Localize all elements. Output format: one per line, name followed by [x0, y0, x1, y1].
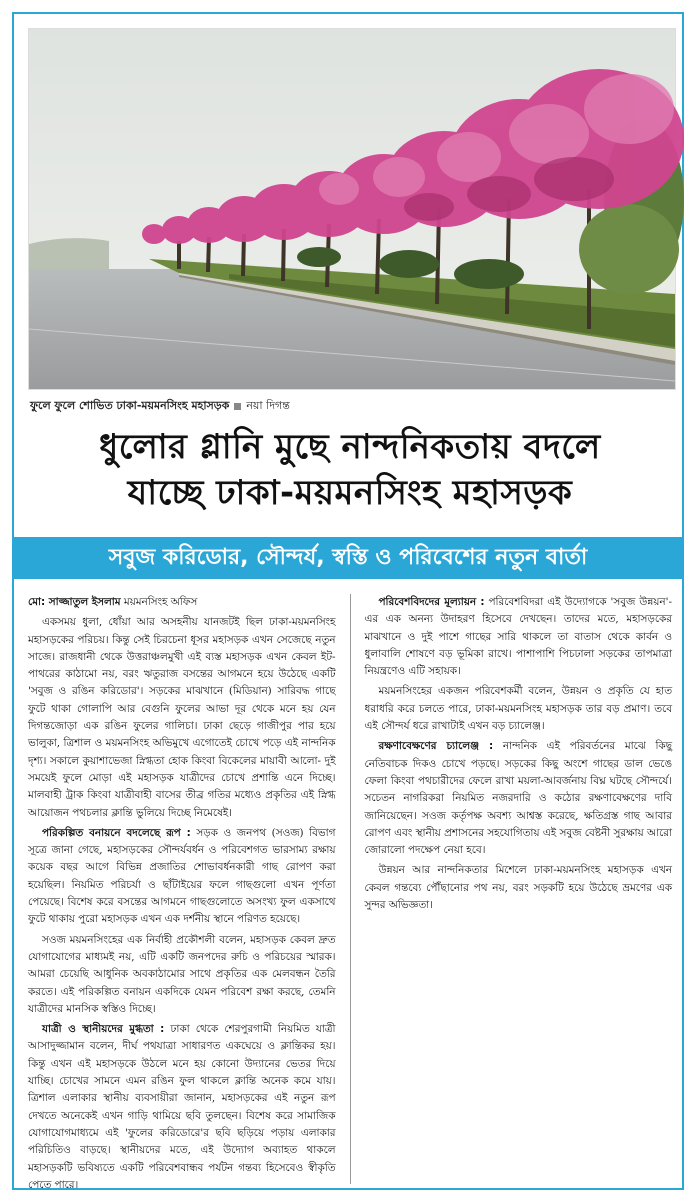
article-column-2	[365, 594, 673, 1184]
headline-line-1: ধুলোর গ্লানি মুছে নান্দনিকতায় বদলে	[99, 427, 601, 467]
article-column-1	[28, 594, 336, 1191]
byline-author: মো: সাজ্জাতুল ইসলাম	[28, 596, 121, 608]
paragraph	[365, 594, 673, 680]
road-photo	[28, 28, 676, 390]
flowering-highway-image	[29, 29, 675, 389]
paragraph	[28, 825, 336, 929]
article-body	[28, 594, 673, 1191]
subheadline: সবুজ করিডোর, সৌন্দর্য, স্বস্তি ও পরিবেশের নতুন বার্তা	[108, 545, 588, 570]
paragraph: ময়মনসিংহের একজন পরিবেশকর্মী বলেন, উন্নয়ন ও প্রকৃতি যে হাত ধরাধরি করে চলতে পারে, ঢাকা-ময়মনসিংহ মহাসড়ক তার বড় প্রমাণ। তবে এই সৌন্দর্য ধরে রাখাটাই এখন বড় চ্যালেঞ্জ।	[364, 685, 672, 733]
paragraph-text: সড়ক ও জনপথ (সওজ) বিভাগ সূত্রে জানা গেছে, মহাসড়কের সৌন্দর্যবর্ধন ও পরিবেশগত ভারসাম্য রক্ষায় কয়েক বছর আগে বিভিন্ন প্রজাতির শোভাবর্ধনকারী গাছ রোপণ করা হয়েছিল। নিয়মিত পরিচর্যা ও ছাঁটাইয়ের ফলে গাছগুলো এখন পূর্ণতা পেয়েছে। বিশেষ করে বসন্তের আগমনে গাছগুলোতে অসংখ্য ফুল একসাথে ফুটে থাকায় পুরো মহাসড়ক এখন এক দর্শনীয় স্থানে পরিণত হয়েছে।	[28, 826, 336, 926]
headline	[24, 424, 676, 516]
section-lead: পরিকল্পিত বনায়নে বদলেছে রূপ :	[42, 826, 191, 839]
headline-line-2: যাচ্ছে ঢাকা-ময়মনসিংহ মহাসড়ক	[127, 473, 573, 513]
news-clipping	[12, 12, 684, 1190]
paragraph	[365, 738, 673, 859]
paragraph: একসময় ধুলা, ধোঁয়া আর অসহনীয় যানজটই ছিল ঢাকা-ময়মনসিংহ মহাসড়কের পরিচয়। কিন্তু সেই চিরচেনা ধূসর মহাসড়ক এখন সেজেছে নতুন সাজে। রাজধানী থেকে উত্তরাঞ্চলমুখী এই ব্যস্ত মহাসড়ক এখন কেবল ইট-পাথরের কাঠামো নয়, বরং ঋতুরাজ বসন্তের আগমনে হয়ে উঠেছে একটি 'সবুজ ও রঙিন করিডোর'। সড়কের মাঝখানে (মিডিয়ান) সারিবদ্ধ গাছে ফুটে থাকা গোলাপি আর বেগুনি ফুলের আভা দূর থেকে মনে হয় যেন দিগন্তজোড়া এক রঙিন ফুলের গালিচা। ঢাকা ছেড়ে গাজীপুর পার হয়ে ভালুকা, ত্রিশাল ও ময়মনসিংহ অভিমুখে এগোতেই চোখে পড়ে এই নান্দনিক দৃশ্য। সকালে কুয়াশাভেজা স্নিগ্ধতা হোক কিংবা বিকেলের মায়াবী আলো- দুই সময়েই ফুলে মোড়া এই মহাসড়ক যাত্রীদের চোখে প্রশান্তি এনে দিচ্ছে। মালবাহী ট্রাক কিংবা যাত্রীবাহী বাসের তীব্র গতির মধ্যেও প্রকৃতির এই স্নিগ্ধ আয়োজন পথচলার ক্লান্তি ভুলিয়ে দিচ্ছে নিমেষেই।	[28, 616, 336, 819]
column-divider	[350, 594, 351, 1184]
paragraph	[28, 1021, 336, 1194]
subheadline-bar	[14, 537, 682, 579]
paragraph-text: পরিবেশবিদরা এই উদ্যোগকে 'সবুজ উন্নয়ন'-এর এক অনন্য উদাহরণ হিসেবে দেখছেন। তাদের মতে, মহাসড়কের মাঝখানে ও দুই পাশে গাছের সারি থাকলে তা বাতাস থেকে কার্বন ও ধুলাবালি শোষণে বড় ভূমিকা রাখে। পাশাপাশি পিচঢালা সড়কের তাপমাত্রা নিয়ন্ত্রণেও এটি সহায়ক।	[364, 596, 673, 678]
paragraph-text: নান্দনিক এই পরিবর্তনের মাঝে কিছু নেতিবাচক দিকও চোখে পড়ছে। সড়কের কিছু অংশে গাছের ডাল ভেঙে ফেলা কিংবা পথচারীদের ফেলে রাখা ময়লা-আবর্জনায় বিঘ্ন ঘটছে সৌন্দর্যে। সচেতন নাগরিকরা নিয়মিত নজরদারি ও কঠোর রক্ষণাবেক্ষণের দাবি জানিয়েছেন। সওজ কর্তৃপক্ষ অবশ্য আশ্বস্ত করেছে, ক্ষতিগ্রস্ত গাছ আবার রোপণ এবং স্থানীয় প্রশাসনের সহযোগিতায় এই সবুজ বেষ্টনী সুরক্ষায় আরো জোরালো পদক্ষেপ নেয়া হবে।	[364, 740, 672, 857]
paragraph: সওজ ময়মনসিংহের এক নির্বাহী প্রকৌশলী বলেন, মহাসড়ক কেবল দ্রুত যোগাযোগের মাধ্যমই নয়, এটি একটি জনপদের রুচি ও পরিচয়ের স্মারক। আমরা চেয়েছি আধুনিক অবকাঠামোর সাথে প্রকৃতির এক মেলবন্ধন তৈরি করতে। এই পরিকল্পিত বনায়ন একদিকে যেমন পরিবেশ রক্ষা করছে, তেমনি যাত্রীদের মানসিক স্বস্তিও দিচ্ছে।	[28, 933, 336, 1015]
section-lead: যাত্রী ও স্থানীয়দের মুগ্ধতা :	[42, 1023, 165, 1036]
caption-credit: নয়া দিগন্ত	[246, 399, 290, 412]
caption-title: ফুলে ফুলে শোভিত ঢাকা-ময়মনসিংহ মহাসড়ক	[30, 399, 230, 412]
paragraph: উন্নয়ন আর নান্দনিকতার মিশেলে ঢাকা-ময়মনসিংহ মহাসড়ক এখন কেবল গন্তব্যে পৌঁছানোর পথ নয়, বরং সড়কটি হয়ে উঠেছে ভ্রমণের এক সুন্দর অভিজ্ঞতা।	[364, 864, 672, 912]
section-lead: রক্ষণাবেক্ষণের চ্যালেঞ্জ :	[378, 740, 494, 753]
caption-separator	[234, 403, 241, 410]
byline-office: ময়মনসিংহ অফিস	[123, 596, 198, 608]
photo-caption	[30, 397, 670, 416]
section-lead: পরিবেশবিদদের মূল্যায়ন :	[378, 596, 485, 608]
paragraph	[28, 594, 336, 611]
paragraph-text: ঢাকা থেকে শেরপুরগামী নিয়মিত যাত্রী আসাদুজ্জামান বলেন, দীর্ঘ পথযাত্রা সাধারণত একঘেয়ে ও ক্লান্তিকর হয়। কিন্তু এখন এই মহাসড়কে উঠলে মনে হয় কোনো উদ্যানের ভেতর দিয়ে যাচ্ছি। চোখের সামনে এমন রঙিন ফুল থাকলে ক্লান্তি অনেক কমে যায়। ত্রিশাল এলাকার স্থানীয় ব্যবসায়ীরা জানান, মহাসড়কের এই নতুন রূপ দেখতে অনেকেই এখন গাড়ি থামিয়ে ছবি তুলছেন। বিশেষ করে সামাজিক যোগাযোগমাধ্যমে এই 'ফুলের করিডোরে'র ছবি ছড়িয়ে পড়ায় এলাকার পরিচিতিও বাড়ছে। স্থানীয়দের মতে, এই উদ্যোগ অব্যাহত থাকলে মহাসড়কটি ভবিষ্যতে একটি পরিবেশবান্ধব পর্যটন গন্তব্য হিসেবেও স্বীকৃতি পেতে পারে।	[28, 1023, 336, 1191]
